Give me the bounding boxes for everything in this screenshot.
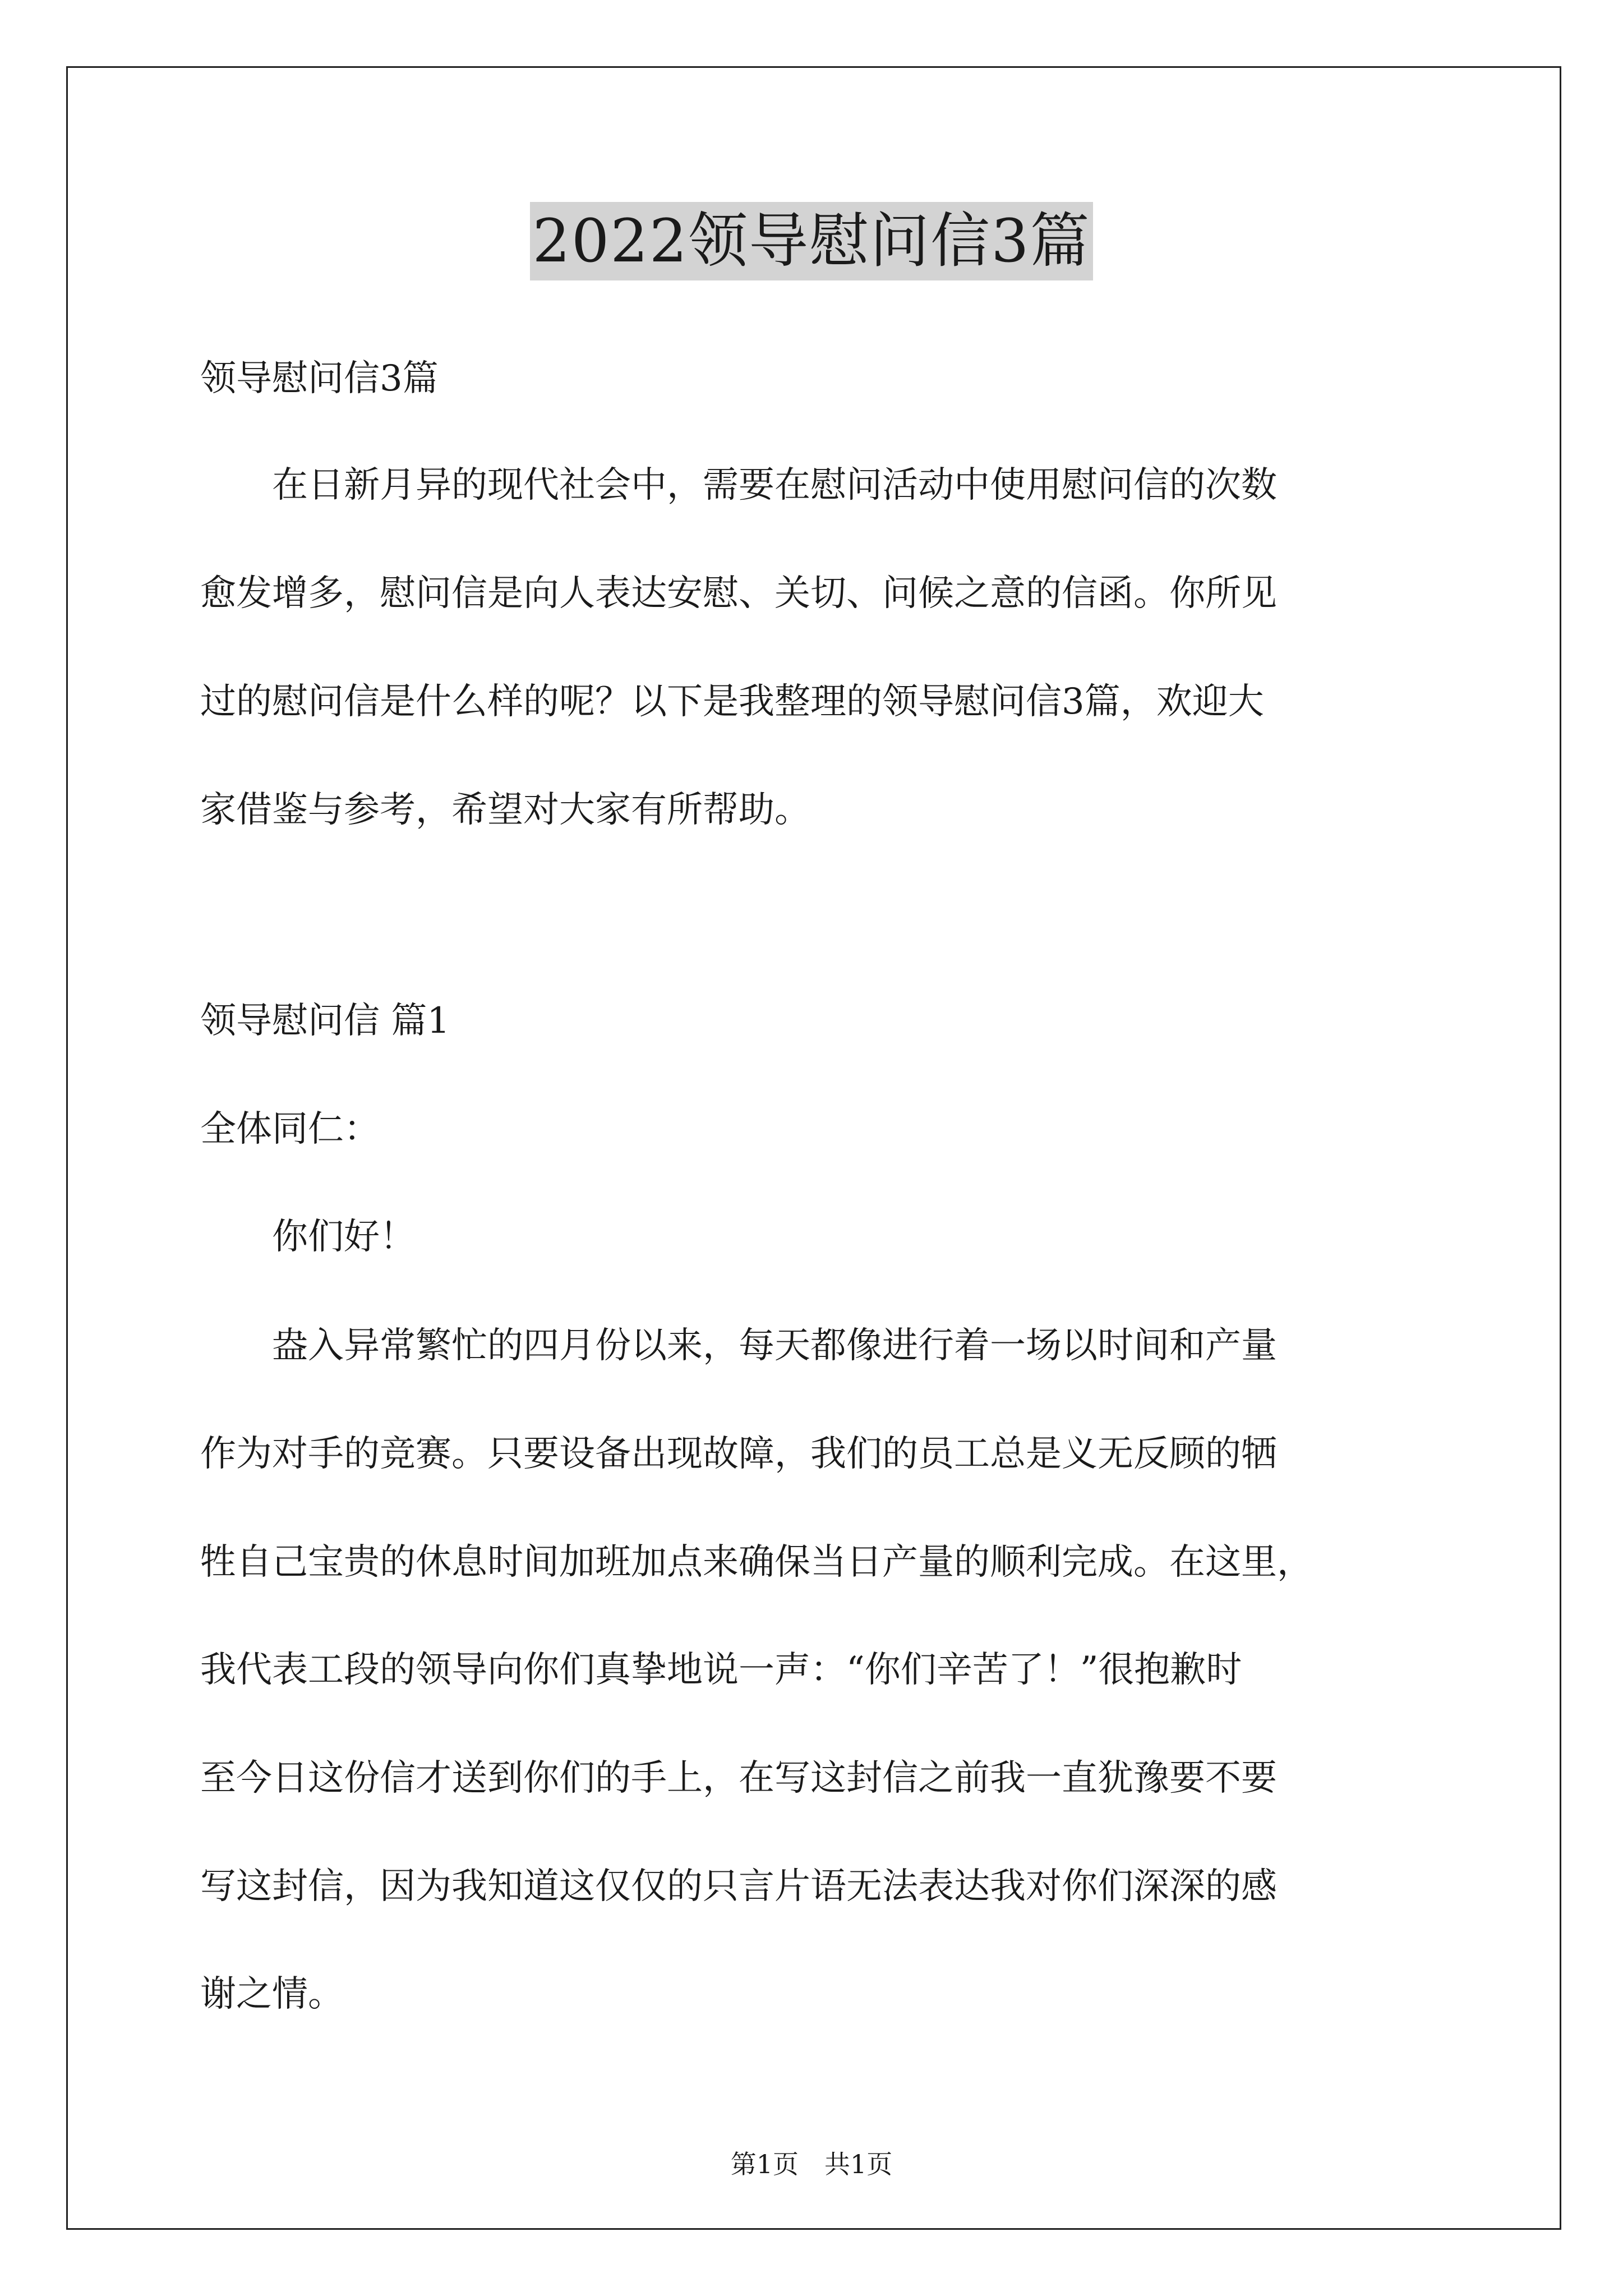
- body-line: 作为对手的竞赛。只要设备出现故障，我们的员工总是义无反顾的牺: [200, 1433, 1277, 1475]
- document-subtitle: 领导慰问信3篇: [200, 358, 439, 399]
- body-line: 谢之情。: [200, 1973, 344, 2015]
- section-heading: 领导慰问信 篇1: [200, 1000, 450, 1042]
- body-line: 盎入异常繁忙的四月份以来，每天都像进行着一场以时间和产量: [200, 1325, 1277, 1366]
- document-title: 2022领导慰问信3篇: [530, 202, 1092, 280]
- intro-line: 家借鉴与参考，希望对大家有所帮助。: [200, 789, 810, 831]
- salutation: 全体同仁：: [200, 1108, 380, 1150]
- intro-line: 过的慰问信是什么样的呢？以下是我整理的领导慰问信3篇，欢迎大: [200, 681, 1264, 723]
- body-line: 我代表工段的领导向你们真挚地说一声：“你们辛苦了！”很抱歉时: [200, 1649, 1242, 1691]
- body-line: 至今日这份信才送到你们的手上，在写这封信之前我一直犹豫要不要: [200, 1757, 1277, 1799]
- greeting: 你们好！: [200, 1216, 416, 1258]
- page-footer: 第1页 共1页: [730, 2149, 893, 2179]
- title-container: [0, 202, 1623, 280]
- body-line: 写这封信，因为我知道这仅仅的只言片语无法表达我对你们深深的感: [200, 1866, 1277, 1907]
- intro-line: 在日新月异的现代社会中，需要在慰问活动中使用慰问信的次数: [200, 464, 1277, 506]
- intro-line: 愈发增多，慰问信是向人表达安慰、关切、问候之意的信函。你所见: [200, 573, 1277, 614]
- body-line: 牲自己宝贵的休息时间加班加点来确保当日产量的顺利完成。在这里，: [200, 1542, 1313, 1583]
